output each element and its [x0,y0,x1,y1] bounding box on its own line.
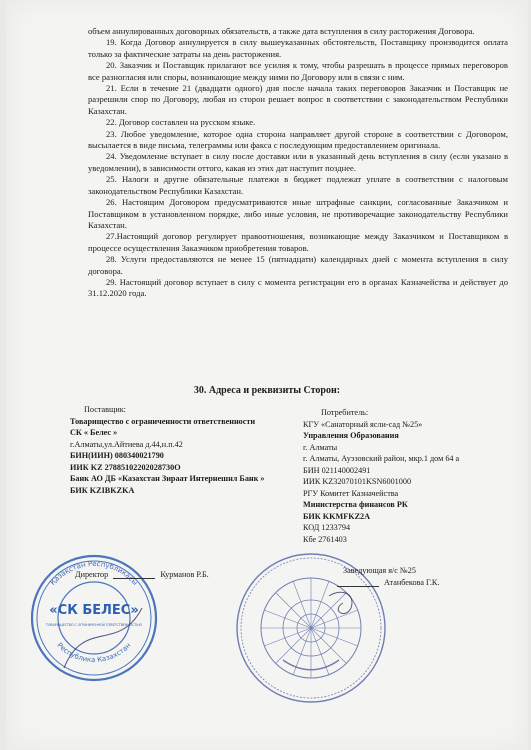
supplier-details [70,404,280,496]
supplier-name-line1: Товарищество с ограниченности ответственности [70,416,256,426]
supplier-bank: Банк АО ДБ «Казахстан Зираат Интернешнл Банк » [70,474,265,483]
customer-kbe: Кбе 2761403 [303,534,347,544]
paragraph-25: 25. Налоги и другие обязательные платежи в бюджет подлежат уплате в соответствии с налоговым законодательством Республики Казахстан. [88,174,508,196]
paragraph-28: 28. Услуги предоставляются не менее 15 (пятнадцати) календарных дней с момента вступления в силу договора. [88,254,508,276]
stamp-bottom-text: Республика Казахстан [55,641,133,665]
customer-dept: Управления Образования [303,431,399,440]
supplier-sign-name: Курманов Р.Б. [160,570,209,579]
customer-name: КГУ «Санаторный ясли-сад №25» [303,419,423,429]
section-title: 30. Адреса и реквизиты Сторон: [193,385,341,396]
customer-address: г. Алматы, Ауэзовский район, мкр.1 дом 64 а [303,454,460,463]
supplier-sign-line [113,578,155,579]
stamp-inner-text: ТОВАРИЩЕСТВО С ОГРАНИЧЕННОЙ ОТВЕТСТВЕННОСТЬЮ [45,623,143,627]
paragraph-20: 20. Заказчик и Поставщик прилагают все усилия к тому, чтобы разрешать в процессе прямых переговоров все разногласия или споры, возникающие между ними по Договору или в связи с ним. [88,60,508,82]
supplier-address: г.Алматы,ул.Айтиева д.44,н.п.42 [70,439,183,449]
supplier-name-line2: СК « Белес » [70,428,118,437]
customer-city: г. Алматы [303,442,338,452]
customer-sign-name: Атанбекова Г.К. [384,578,440,587]
supplier-iik: ИИК KZ 27885102202028730O [70,462,181,472]
customer-iik: ИИК KZ32070101KSN6001000 [303,477,412,486]
supplier-signature [75,570,209,579]
supplier-heading: Поставщик: [84,405,126,414]
paragraph-24: 24. Уведомление вступает в силу после доставки или в указанный день вступления в силу (если указано в уведомлении), в зависимости оттого, какая из этих дат наступит позднее. [88,151,508,173]
paragraph-26: 26. Настоящим Договором предусматриваются иные штрафные санкции, согласованные Заказчиком и Поставщиком в установленном порядке, либо иные условия, не противоречащие законодательству Республики Казахстан. [88,197,508,230]
customer-ministry: Министерства финансов РК [303,500,408,509]
supplier-bik: БИК KZIBKZKA [70,485,135,495]
paragraph-19: 19. Когда Договор аннулируется в силу вышеуказанных обстоятельств, Поставщику производится оплата только за фактические затраты на день расторжения. [88,37,508,59]
customer-rgu: РГУ Комитет Казначейства [303,488,399,498]
customer-sign-role: Заведующая я/с №25 [343,566,416,575]
customer-bin: БИН 021140002491 [303,465,371,475]
paragraph-21: 21. Если в течение 21 (двадцати одного) дня после начала таких переговоров Заказчик и Поставщик не разрешили спор по Договору, любая из сторон решает вопрос в соответствии с законодательством Республики Казахстан. [88,83,508,116]
customer-sign-line [337,586,379,587]
contract-body [88,0,508,300]
supplier-sign-role: Директор [75,570,109,579]
customer-kod: КОД 1233794 [303,523,351,532]
customer-bik: БИК KKMFKZ2A [303,511,371,521]
supplier-stamp [24,548,164,688]
paragraph-27: 27.Настоящий договор регулирует правоотношения, возникающие между Заказчиком и Поставщиком в процессе осуществления Заказчиком приобретения товаров. [88,231,508,253]
stamp-top-text: Қазақстан Республикасы [48,559,140,587]
customer-signature [334,578,439,587]
paragraph-22: 22. Договор составлен на русском языке. [106,117,256,128]
customer-heading: Потребитель: [321,408,369,417]
customer-details [295,407,495,545]
supplier-bin: БИН(ИИН) 080340021790 [70,451,164,460]
paragraph-23: 23. Любое уведомление, которое одна сторона направляет другой стороне в соответствии с Договором, высылается в виде письма, телеграммы или факса с последующим предоставлением оригинала. [88,128,508,151]
document-page [6,0,528,750]
stamp-center-text: «СК БЕЛЕС» [49,603,139,618]
paragraph-29: 29. Настоящий договор вступает в силу с момента регистрации его в органах Казначейства и действует до 31.12.2020 года. [88,276,508,299]
paragraph-18-continued: объем аннулированных договорных обязательств, а также дата вступления в силу расторжения Договора. [88,26,475,36]
